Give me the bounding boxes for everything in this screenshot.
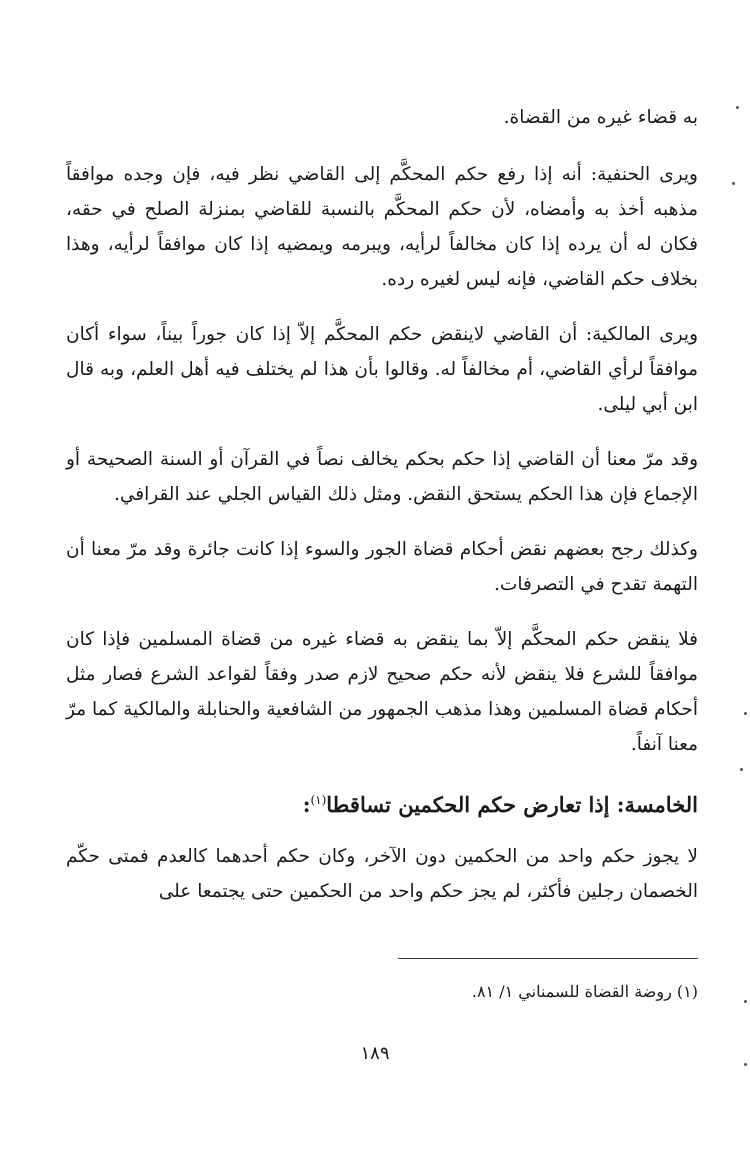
paragraph-2: ويرى الحنفية: أنه إذا رفع حكم المحكَّم إلى القاضي نظر فيه، فإن وجده موافقاً مذهبه أخذ به وأمضاه، لأن حكم المحكَّم بالنسبة للقاضي بمنزلة الصلح في حقه، فكان له أن يرده إذا كان مخالفاً لرأيه، ويبرمه ويمضيه إذا كان موافقاً لرأيه، وهذا بخلاف حكم القاضي، فإنه ليس لغيره رده. (66, 164, 698, 290)
heading-colon: : (302, 792, 311, 817)
page-number: ١٨٩ (360, 1043, 390, 1064)
footnote-divider (398, 958, 698, 959)
page-body (66, 100, 698, 929)
paragraph-5: وكذلك رجح بعضهم نقض أحكام قضاة الجور والسوء إذا كانت جائرة وقد مرّ معنا أن التهمة تقدح في التصرفات. (66, 539, 698, 595)
paragraph-4: وقد مرّ معنا أن القاضي إذا حكم بحكم يخالف نصاً في القرآن أو السنة الصحيحة أو الإجماع فإن هذا الحكم يستحق النقض. ومثل ذلك القياس الجلي عند القرافي. (66, 449, 698, 505)
scan-speck (744, 1063, 747, 1066)
paragraph-1: به قضاء غيره من القضاة. (503, 107, 698, 128)
scan-speck (740, 768, 743, 771)
footnote: (١) روضة القضاة للسمناني ١/ ٨١. (471, 982, 698, 1001)
paragraph-3: ويرى المالكية: أن القاضي لاينقض حكم المحكَّم إلاّ إذا كان جوراً بيناً، سواء أكان موافقاً لرأي القاضي، أم مخالفاً له. وقالوا بأن هذا لم يختلف فيه أهل العلم، وبه قال ابن أبي ليلى. (66, 324, 698, 415)
scan-speck (736, 106, 739, 109)
scan-speck (732, 182, 735, 185)
paragraph-6: فلا ينقض حكم المحكَّم إلاّ بما ينقض به قضاء غيره من قضاة المسلمين فإذا كان موافقاً للشرع فلا ينقض لأنه حكم صحيح لازم صدر وفقاً لقواعد الشرع فصار مثل أحكام قضاة المسلمين وهذا مذهب الجمهور من الشافعية والحنابلة والمالكية كما مرّ معنا آنفاً. (66, 629, 698, 755)
heading-text: الخامسة: إذا تعارض حكم الحكمين تساقطا (326, 792, 698, 817)
paragraph-7: لا يجوز حكم واحد من الحكمين دون الآخر، وكان حكم أحدهما كالعدم فمتى حكّم الخصمان رجلين فأكثر، لم يجز حكم واحد من الحكمين حتى يجتمعا على (66, 846, 698, 902)
scan-speck (744, 712, 747, 715)
section-heading (66, 782, 698, 823)
scan-speck (744, 1000, 747, 1003)
footnote-reference: (١) (310, 793, 327, 807)
